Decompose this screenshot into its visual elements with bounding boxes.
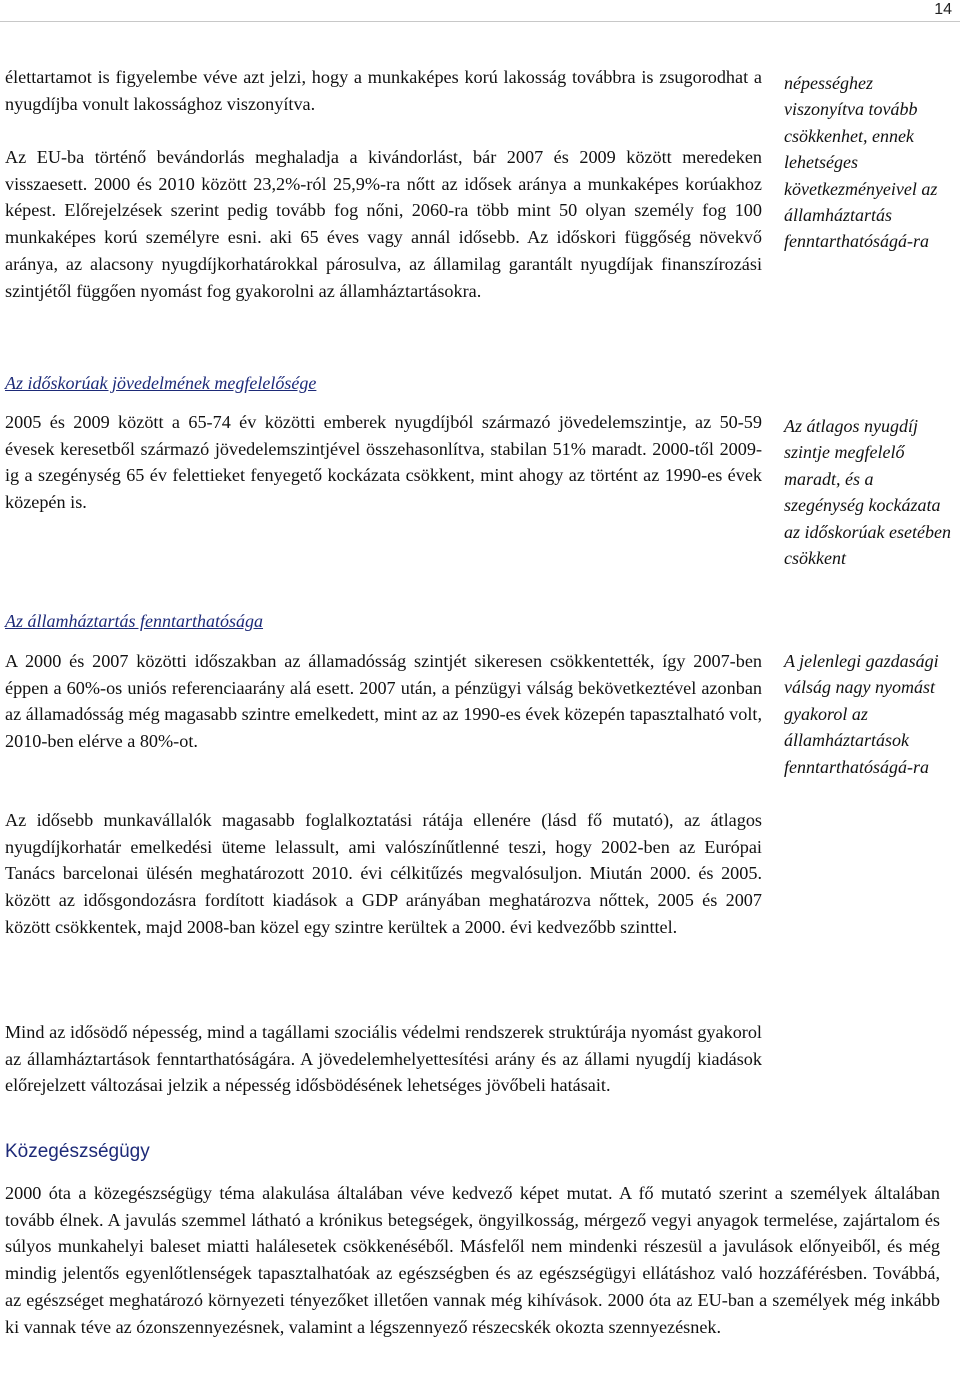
paragraph-public-health: 2000 óta a közegészségügy téma alakulása általában véve kedvező képet mutat. A fő mutató szerint a személyek általában tovább élnek. A javulás szemmel látható a krónikus betegségek, öngyilkosság, mérgező vegyi anyagok termelése, zajártalom és súlyos munkahelyi baleset miatti halálesetek csökkenéséből. Másfelől nem mindenki részesül a javulások előnyeiből, és még mindig jelentős egyenlőtlenségek tapasztalhatóak az egészségben és az egészségügyi ellátáshoz való hozzáférésben. Továbbá, az egészséget meghatározó környezeti tényezőket illetően vannak még kihívások. 2000 óta az EU-ban a személyek még inkább ki vannak téve az ózonszennyezésnek, valamint a légszennyező részecskék okozta szennyezésnek. <box>5 1183 940 1337</box>
subheading-income-adequacy: Az időskorúak jövedelmének megfelelősége <box>5 373 317 393</box>
paragraph-employment: Az idősebb munkavállalók magasabb foglalkoztatási rátája ellenére (lásd fő mutató), az átlagos nyugdíjkorhatár emelkedési üteme lelassult, ami valószínűtlenné teszi, hogy 2002-ben az Európai Tanács barcelonai ülésén meghatározott 2010. évi célkitűzés megvalósuljon. Miután 2000. és 2005. között az idősgondozásra fordított kiadások a GDP arányában meghatározva nőttek, 2005 és 2007 között csökkentek, majd 2008-ban közel egy szintre kerültek a 2000. évi kedvezőbb szinttel. <box>5 810 762 937</box>
page-number: 14 <box>934 1 952 18</box>
subheading-fiscal-sustainability: Az államháztartás fenntarthatósága <box>5 611 264 631</box>
paragraph-income: 2005 és 2009 között a 65-74 év közötti emberek nyugdíjból származó jövedelemszintje, az 50-59 évesek keresetből származó jövedelemszintjével összehasonlítva, stabilan 51% maradt. 2000-től 2009-ig a szegénység 65 év felettieket fenyegető kockázata csökkent, mint ahogy az történt az 1990-es évek közepén is. <box>5 412 762 513</box>
paragraph-pressure: Mind az idősödő népesség, mind a tagállami szociális védelmi rendszerek struktúrája nyomást gyakorol az államháztartások fenntarthatóságára. A jövedelemhelyettesítési arány és az állami nyugdíj kiadások előrejelzett változásai jelzik a népesség idősbödésének lehetséges jövőbeli hatásait. <box>5 1022 762 1096</box>
margin-note-1: népességhez viszonyítva tovább csökkenhet, ennek lehetséges következményeivel az államháztartás fenntarthatóságá-ra <box>784 73 938 252</box>
margin-note-2: Az átlagos nyugdíj szintje megfelelő maradt, és a szegénység kockázata az időskorúak esetében csökkent <box>784 416 951 569</box>
heading-public-health: Közegészségügy <box>5 1141 150 1162</box>
paragraph-aging: élettartamot is figyelembe véve azt jelzi, hogy a munkaképes korú lakosság továbbra is zsugorodhat a nyugdíjba vonult lakossághoz viszonyítva. <box>5 67 762 114</box>
margin-note-3: A jelenlegi gazdasági válság nagy nyomást gyakorol az államháztartások fenntarthatóságá-ra <box>784 651 939 777</box>
paragraph-migration: Az EU-ba történő bevándorlás meghaladja a kivándorlást, bár 2007 és 2009 között meredeken visszaesett. 2000 és 2010 között 23,2%-ról 25,9%-ra nőtt az idősek aránya a munkaképes korúakhoz képest. Előrejelzések szerint pedig tovább fog nőni, 2060-ra több mint 50 olyan személy fog 100 munkaképes korú személyre esni. aki 65 éves vagy annál idősebb. Az időskori függőség növekvő aránya, az alacsony nyugdíjkorhatárokkal párosulva, az államilag garantált nyugdíjak finanszírozási szintjétől függően nyomást fog gyakorolni az államháztartásokra. <box>5 147 762 301</box>
paragraph-debt: A 2000 és 2007 közötti időszakban az államadósság szintjét sikeresen csökkentették, így 2007-ben éppen a 60%-os uniós referenciaarány alá esett. 2007 után, a pénzügyi válság bekövetkeztével azonban az államadósság még magasabb szintre emelkedett, mint az az 1990-es évek közepén tapasztalható volt, 2010-ben elérve a 80%-ot. <box>5 651 762 752</box>
header-rule <box>0 21 960 22</box>
